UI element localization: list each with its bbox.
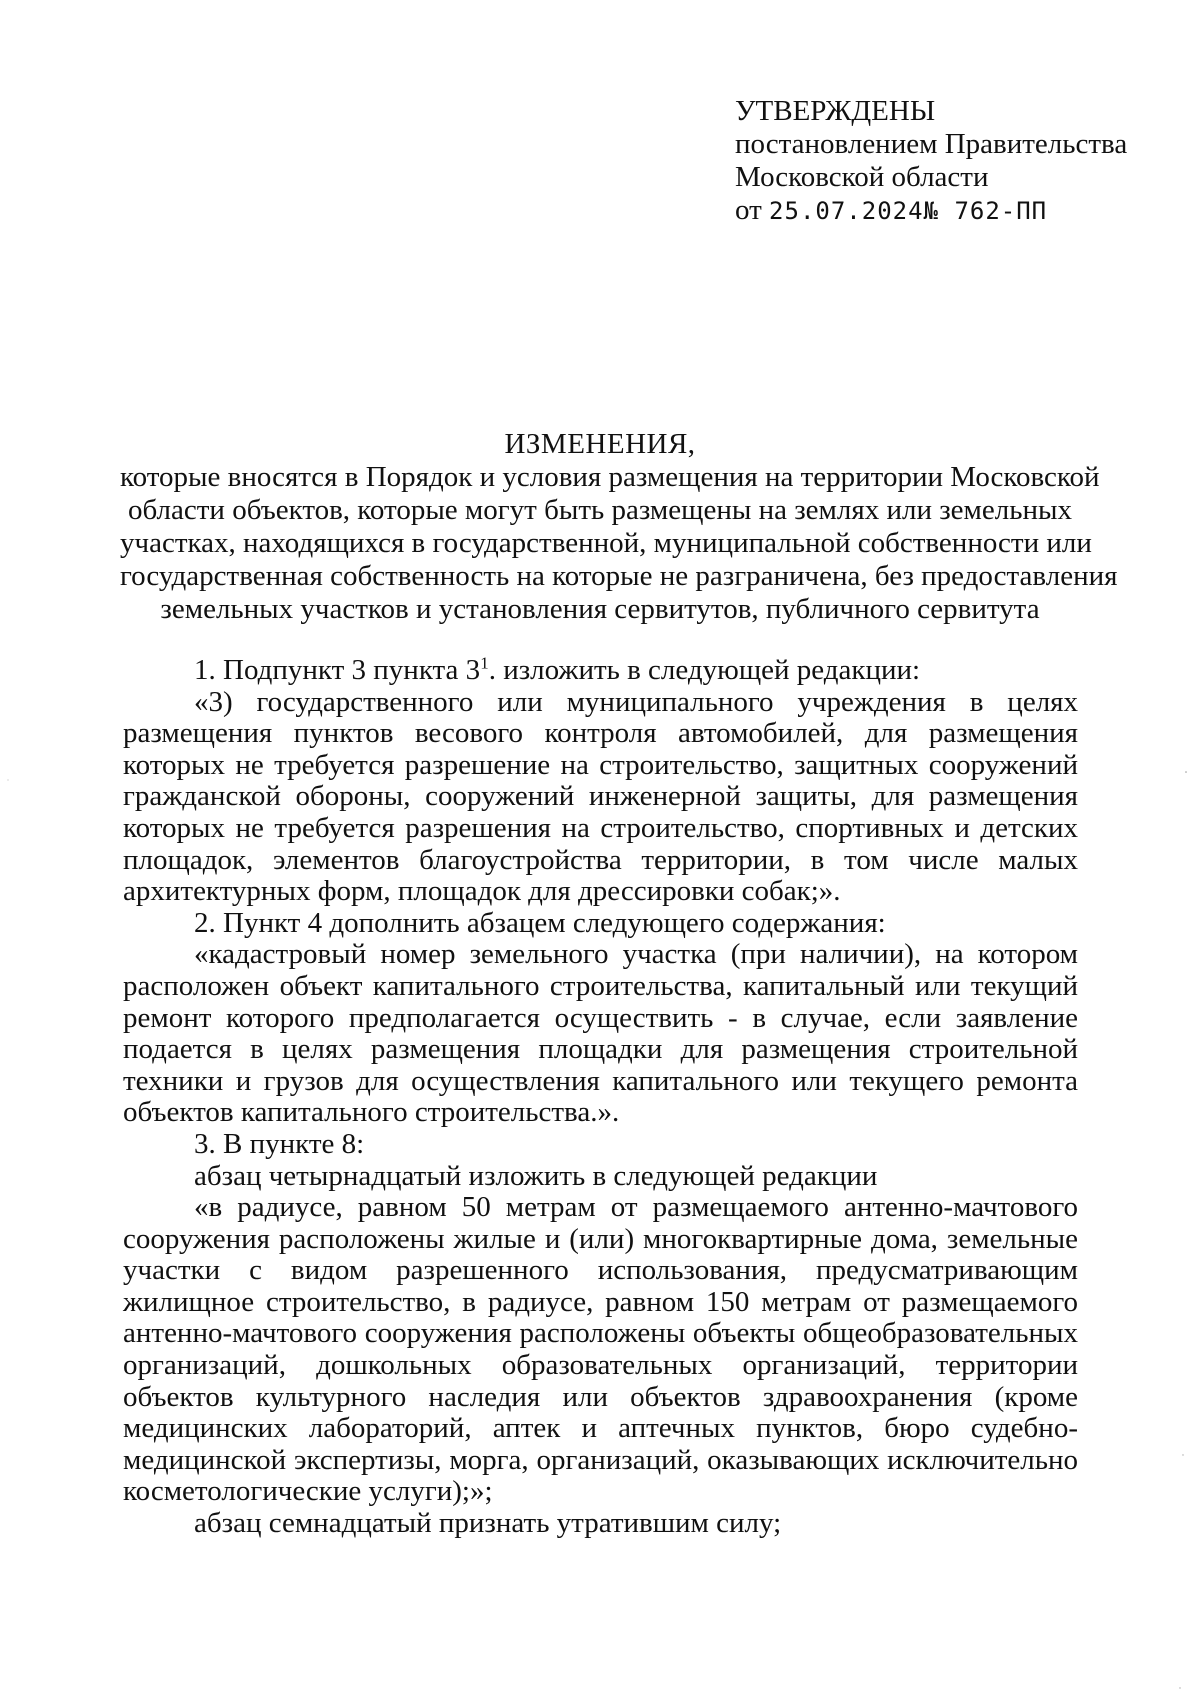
- document-title: [120, 428, 1118, 626]
- approval-decree-line: постановлением Правительства: [735, 128, 1128, 160]
- title-heading: ИЗМЕНЕНИЯ,: [504, 428, 696, 460]
- document-body: [123, 655, 1078, 1540]
- approval-region-line: Московской области: [735, 161, 989, 193]
- item-1-text: 1. Подпункт 3 пункта 3: [194, 654, 481, 686]
- item-3-quote-paragraph: «в радиусе, равном 50 метрам от размещаемого антенно-мачтового сооружения расположены жилые и (или) многоквартирные дома, земельные участки с видом разрешенного использования, предусматривающим жилищное строительство, в радиусе, равном 150 метрам от размещаемого антенно-мачтового сооружения расположены объекты общеобразовательных организаций, дошкольных образовательных организаций, территории объектов культурного наследия или объектов здравоохранения (кроме медицинских лабораторий, аптек и аптечных пунктов, бюро судебно-медицинской экспертизы, морга, организаций, оказывающих исключительно косметологические услуги);»;: [123, 1191, 1078, 1508]
- approval-date-number: 25.07.2024№ 762-ПП: [769, 197, 1048, 225]
- item-2-paragraph: 2. Пункт 4 дополнить абзацем следующего содержания:: [194, 906, 886, 939]
- approval-heading: УТВЕРЖДЕНЫ: [735, 95, 936, 127]
- title-subtitle: [120, 461, 1118, 626]
- title-line: участках, находящихся в государственной, муниципальной собственности или: [120, 527, 1092, 559]
- item-1-superscript: 1: [480, 653, 489, 673]
- approval-stamp: [735, 95, 1127, 228]
- title-line: земельных участков и установления сервитутов, публичного сервитута: [160, 593, 1040, 625]
- approval-date-line: [735, 194, 1127, 228]
- item-2-quote-paragraph: «кадастровый номер земельного участка (при наличии), на котором расположен объект капитального строительства, капитальный или текущий ремонт которого предполагается осуществить - в случае, если заявление подается в целях размещения площадки для размещения строительной техники и грузов для осуществления капитального или текущего ремонта объектов капитального строительства.».: [123, 938, 1078, 1129]
- item-1-text-end: . изложить в следующей редакции:: [488, 654, 921, 686]
- item-3-paragraph: 3. В пункте 8:: [194, 1127, 365, 1160]
- title-line: государственная собственность на которые не разграничена, без предоставления: [120, 560, 1118, 592]
- title-line: области объектов, которые могут быть размещены на землях или земельных: [128, 494, 1072, 526]
- item-3-sub-paragraph: абзац четырнадцатый изложить в следующей редакции: [194, 1159, 878, 1192]
- scan-speck: [1179, 1687, 1180, 1688]
- scan-speck: [7, 779, 8, 780]
- scan-speck: [1185, 771, 1187, 773]
- title-line: которые вносятся в Порядок и условия размещения на территории Московской: [120, 461, 1100, 493]
- item-3-repeal-paragraph: абзац семнадцатый признать утратившим силу;: [194, 1507, 782, 1540]
- item-1-quote-paragraph: «3) государственного или муниципального учреждения в целях размещения пунктов весового контроля автомобилей, для размещения которых не требуется разрешение на строительство, защитных сооружений гражданской обороны, сооружений инженерной защиты, для размещения которых не требуется разрешения на строительство, спортивных и детских площадок, элементов благоустройства территории, в том числе малых архитектурных форм, площадок для дрессировки собак;».: [123, 685, 1078, 908]
- scan-speck: [1182, 1454, 1183, 1455]
- approval-date-prefix: от: [735, 194, 770, 226]
- item-1-paragraph: [123, 655, 1078, 687]
